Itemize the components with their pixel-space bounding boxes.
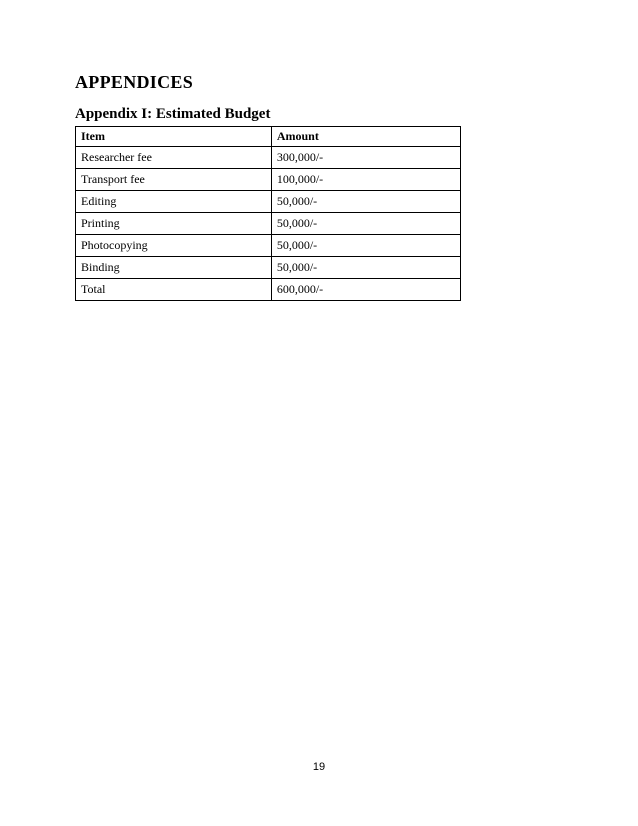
amount-cell: 600,000/- bbox=[271, 279, 460, 301]
item-cell: Printing bbox=[76, 213, 272, 235]
page-heading: APPENDICES bbox=[75, 72, 194, 92]
item-cell: Binding bbox=[76, 257, 272, 279]
amount-cell: 100,000/- bbox=[271, 169, 460, 191]
item-cell: Transport fee bbox=[76, 169, 272, 191]
table-row bbox=[76, 235, 461, 257]
budget-table bbox=[75, 126, 461, 301]
table-header-row bbox=[76, 127, 461, 147]
item-cell: Photocopying bbox=[76, 235, 272, 257]
table-row bbox=[76, 191, 461, 213]
page-number: 19 bbox=[312, 761, 326, 773]
item-cell: Researcher fee bbox=[76, 147, 272, 169]
amount-cell: 50,000/- bbox=[271, 257, 460, 279]
appendix-title: Appendix I: Estimated Budget bbox=[75, 106, 271, 122]
table-row bbox=[76, 169, 461, 191]
table-row bbox=[76, 213, 461, 235]
column-header-item: Item bbox=[76, 127, 272, 147]
amount-cell: 300,000/- bbox=[271, 147, 460, 169]
table-row bbox=[76, 147, 461, 169]
amount-cell: 50,000/- bbox=[271, 191, 460, 213]
amount-cell: 50,000/- bbox=[271, 213, 460, 235]
item-cell: Editing bbox=[76, 191, 272, 213]
item-cell: Total bbox=[76, 279, 272, 301]
amount-cell: 50,000/- bbox=[271, 235, 460, 257]
table-row-total bbox=[76, 279, 461, 301]
column-header-amount: Amount bbox=[271, 127, 460, 147]
table-row bbox=[76, 257, 461, 279]
